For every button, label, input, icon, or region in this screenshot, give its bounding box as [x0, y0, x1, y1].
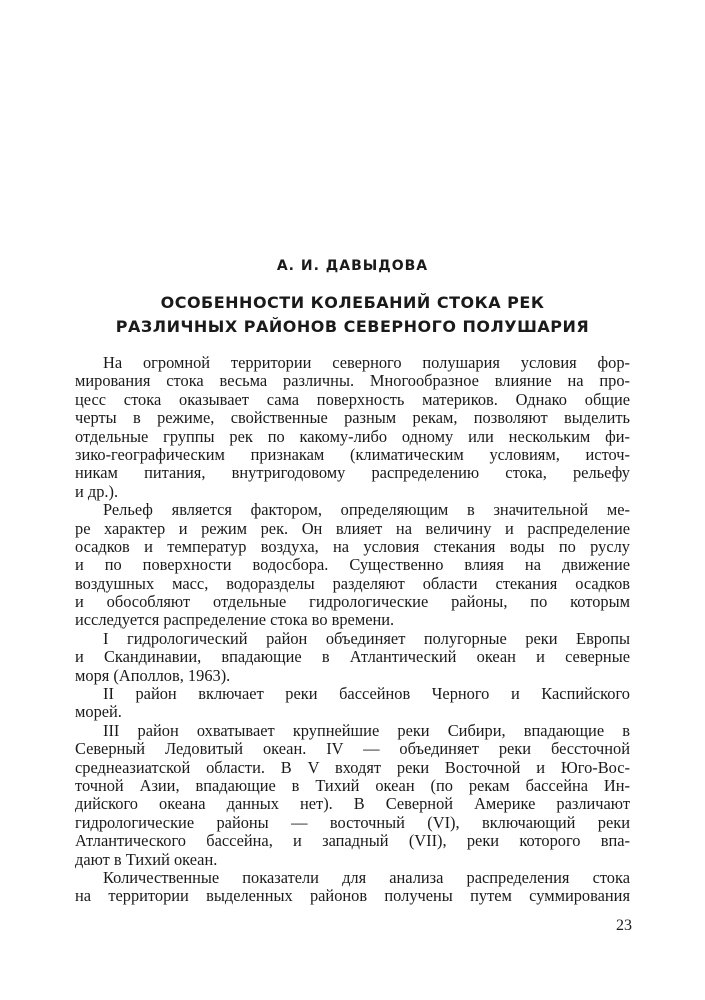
text-line: никам питания, внутригодовому распределению стока, рельефу [75, 463, 630, 483]
text-line: и Скандинавии, впадающие в Атлантический океан и северные [75, 647, 630, 667]
page-number: 23 [616, 917, 632, 934]
title-line: РАЗЛИЧНЫХ РАЙОНОВ СЕВЕРНОГО ПОЛУШАРИЯ [115, 317, 590, 336]
text-line: цесс стока оказывает сама поверхность материков. Однако общие [75, 389, 630, 409]
text-line: На огромной территории северного полушария условия фор- [103, 353, 630, 372]
text-line: дают в Тихий океан. [75, 849, 218, 869]
text-line: зико-географическим признакам (климатическим условиям, источ- [75, 444, 630, 464]
text-line: отдельные группы рек по какому-либо одному или нескольким фи- [75, 426, 630, 446]
text-line: мирования стока весьма различны. Многообразное влияние на про- [75, 371, 630, 391]
paragraph [75, 354, 630, 501]
text-line: и др.). [75, 481, 119, 501]
text-line: воздушных масс, водоразделы разделяют области стекания осадков [75, 573, 630, 593]
text-line: и по поверхности водосбора. Существенно влияя на движение [75, 555, 630, 575]
text-line: Количественные показатели для анализа распределения стока [103, 867, 630, 887]
text-line: Рельеф является фактором, определяющим в значительной ме- [103, 500, 630, 520]
paragraph [75, 685, 630, 722]
text-line: дийского океана данных нет). В Северной Америке различают [75, 794, 630, 814]
text-line: I гидрологический район объединяет полугорные реки Европы [103, 628, 630, 648]
text-line: III район охватывает крупнейшие реки Сибири, впадающие в [103, 720, 630, 740]
text-line: точной Азии, впадающие в Тихий океан (по рекам бассейна Ин- [75, 775, 630, 795]
text-line: и обособляют отдельные гидрологические районы, по которым [75, 592, 630, 612]
text-line: Атлантического бассейна, и западный (VII), реки которого впа- [75, 831, 630, 851]
paragraph [75, 722, 630, 869]
paragraph [75, 501, 630, 630]
title-line: ОСОБЕННОСТИ КОЛЕБАНИЙ СТОКА РЕК [160, 293, 545, 312]
paragraph [75, 630, 630, 685]
text-line: на территории выделенных районов получены путем суммирования [75, 886, 630, 906]
text-line: гидрологические районы — восточный (VI), включающий реки [75, 812, 630, 832]
text-line: моря (Аполлов, 1963). [75, 665, 231, 685]
text-line: II район включает реки бассейнов Черного и Каспийского [103, 684, 630, 704]
text-line: Северный Ледовитый океан. IV — объединяет реки бессточной [75, 739, 630, 759]
article-author: А. И. ДАВЫДОВА [276, 258, 429, 274]
article-title [0, 291, 705, 339]
text-line: исследуется распределение стока во времени. [75, 610, 395, 630]
text-line: осадков и температур воздуха, на условия стекания воды по руслу [75, 536, 630, 556]
article-body [75, 354, 630, 906]
text-line: ре характер и режим рек. Он влияет на величину и распределение [75, 518, 630, 538]
text-line: черты в режиме, свойственные разным рекам, позволяют выделить [75, 408, 630, 428]
text-line: среднеазиатской области. В V входят реки Восточной и Юго-Вос- [75, 757, 630, 777]
text-line: морей. [75, 702, 122, 722]
paragraph [75, 869, 630, 906]
